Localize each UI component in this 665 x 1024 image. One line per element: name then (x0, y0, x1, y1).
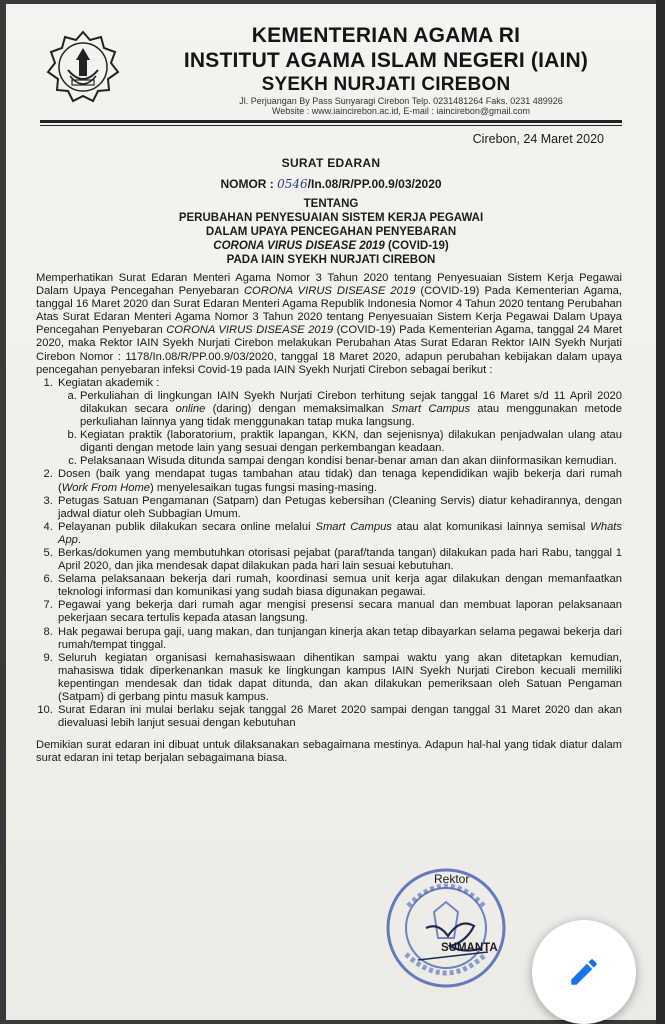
intro-italic: CORONA VIRUS DISEASE 2019 (243, 285, 416, 298)
list-item-text: Dosen (baik yang mendapat tugas tambahan atau tidak) dan tenaga kependidikan wajib bekerja dari rumah ( (58, 468, 622, 494)
list-item: b. Kegiatan praktik (laboratorium, praktik lapangan, KKN, dan sejenisnya) dilakukan penjadwalan ulang atau diganti dengan metode lain yang sesuai dengan perkembangan keadaan. (80, 429, 622, 455)
ministry-name: KEMENTERIAN AGAMA RI (251, 24, 521, 47)
subject-line-2: DALAM UPAYA PENCEGAHAN PENYEBARAN (205, 226, 457, 238)
list-item-italic: Smart Campus (315, 520, 392, 533)
list-item: 9. Seluruh kegiatan organisasi kemahasiswaan dihentikan sampai waktu yang akan ditetapkan kemudian, mahasiswa tidak diperkenankan masuk ke lingkungan kampus IAIN Syekh Nurjati Cirebon kecuali memiliki kepentingan mendesak dan tidak dapat ditunda, dan akan dilakukan pemeriksaan oleh Satuan Pengaman (Satpam) di gerbang pintu masuk kampus. (56, 652, 622, 704)
institute-name: INSTITUT AGAMA ISLAM NEGERI (IAIN) (183, 49, 589, 72)
list-item-text: ) menyelesaikan tugas fungsi masing-masing. (150, 481, 377, 494)
subject-line-3-italic: CORONA VIRUS DISEASE 2019 (213, 240, 385, 252)
intro-text: (COVID-19) Pada Kementerian Agama, tanggal 16 Maret 2020 dan Surat Edaran Menteri Agama Republik Indonesia Nomor 4 Tahun 2020 tentang Perubahan Atas Surat Edaran Menteri Agama Nomor 3 Tahun 2020 tentang Penyesuaian Sistem Kerja Pegawai Dalam Upaya Pencegahan Penyebaran (36, 285, 622, 337)
header-divider (40, 120, 622, 123)
academic-sublist (58, 390, 622, 469)
edit-fab-button[interactable] (532, 920, 636, 1024)
letter-number-code: /In.08/R/PP.00.9/03/2020 (307, 177, 442, 191)
about-heading: TENTANG (303, 198, 359, 210)
intro-paragraph (36, 272, 622, 377)
list-item-text: atau alat komunikasi lainnya semisal (391, 520, 591, 533)
subject-line-3-rest: (COVID-19) (384, 240, 449, 252)
list-item: 8. Hak pegawai berupa gaji, uang makan, dan tunjangan kinerja akan tetap dibayarkan selama pegawai bekerja dari rumah/tempat tinggal. (56, 626, 622, 652)
screen-edge (656, 0, 665, 1024)
intro-text: (COVID-19) Pada Kementerian Agama, tanggal 24 Maret 2020, maka Rektor IAIN Syekh Nurjati Cirebon melakukan Perubahan Atas Surat Edaran Rektor IAIN Syekh Nurjati Cirebon Nomor : 1178/In.08/R/PP.00.9/03/2020, tanggal 18 Maret 2020, adapun perubahan kebijakan dalam upaya pencegahan penyebaran infeksi Covid-19 pada IAIN Syekh Nurjati Cirebon sebagai berikut : (36, 324, 622, 376)
list-item: 10. Surat Edaran ini mulai berlaku sejak tanggal 26 Maret 2020 sampai dengan tanggal 31 Maret 2020 dan akan dievaluasi lebih lanjut sesuai dengan kebutuhan (56, 704, 622, 730)
signer-role: Rektor (434, 872, 470, 886)
list-item-italic: Smart Campus (391, 402, 471, 415)
pencil-icon (567, 955, 601, 989)
list-item: 3. Petugas Satuan Pengamanan (Satpam) dan Petugas kebersihan (Cleaning Servis) diatur kehadirannya, dengan jadwal diatur oleh Subbagian Umum. (56, 495, 622, 521)
subject-line-1: PERUBAHAN PENYESUAIAN SISTEM KERJA PEGAWAI (178, 212, 484, 224)
list-item-text: Perkuliahan di lingkungan IAIN Syekh Nurjati Cirebon terhitung sejak tanggal 16 Maret s/d 11 April 2020 dilakukan secara (80, 389, 622, 415)
list-item: c. Pelaksanaan Wisuda ditunda sampai dengan kondisi benar-benar aman dan akan diinformasikan kemudian. (80, 455, 622, 468)
list-item-italic: Whats App (58, 520, 623, 546)
letter-body (36, 272, 622, 765)
list-item-text: (daring) dengan memaksimalkan (205, 402, 392, 415)
subject-line-4: PADA IAIN SYEKH NURJATI CIREBON (226, 254, 436, 266)
list-item (56, 521, 622, 547)
letter-number (6, 177, 656, 191)
letter-number-handwritten: 0546 (277, 177, 308, 191)
list-item-text: atau menggunakan metode perkuliahan lainnya yang tidak menggunakan tatap muka langsung. (80, 402, 622, 429)
signer-name: SUMANTA (441, 942, 498, 954)
list-item (56, 468, 622, 494)
letterhead (6, 4, 656, 122)
list-item (80, 390, 622, 429)
letter-number-label: NOMOR : (220, 177, 278, 191)
list-item-italic: Work From Home (61, 481, 150, 494)
list-item-italic: online (175, 402, 206, 415)
intro-italic: CORONA VIRUS DISEASE 2019 (166, 324, 334, 337)
letter-page (6, 4, 656, 1020)
institution-logo-icon (46, 30, 120, 104)
intro-text: Memperhatikan Surat Edaran Menteri Agama Nomor 3 Tahun 2020 tentang Penyesuaian Sistem Kerja Pegawai Dalam Upaya Pencegahan Penyebaran (36, 272, 622, 298)
policy-list (36, 377, 622, 731)
list-item-text: Pelayanan publik dilakukan secara online melalui (58, 520, 316, 533)
website-line: Website : www.iaincirebon.ac.id, E-mail : iaincirebon@gmail.com (271, 106, 531, 116)
list-item: 6. Selama pelaksanaan bekerja dari rumah, koordinasi semua unit kerja agar dilakukan dengan memanfaatkan teknologi informasi dan komunikasi yang sudah biasa digunakan pegawai. (56, 573, 622, 599)
institute-location-name: SYEKH NURJATI CIREBON (261, 74, 511, 95)
letter-subject (6, 211, 656, 267)
letter-date: Cirebon, 24 Maret 2020 (472, 132, 604, 146)
header-divider-thin (40, 125, 622, 126)
list-item (56, 377, 622, 469)
list-item: 5. Berkas/dokumen yang membutuhkan otorisasi pejabat (paraf/tanda tangan) dilakukan pada hari Rabu, tanggal 1 April 2020, dan jika mendesak dapat dilakukan pada hari lain sesuai kebutuhan. (56, 547, 622, 573)
address-line: Jl. Perjuangan By Pass Sunyaragi Cirebon Telp. 0231481264 Faks. 0231 489926 (239, 96, 563, 106)
letter-title: SURAT EDARAN (281, 156, 381, 170)
list-item: 7. Pegawai yang bekerja dari rumah agar mengisi presensi secara manual dan membuat laporan pelaksanaan pekerjaan secara tertulis kepada atasan langsung. (56, 599, 622, 625)
list-item-text: Kegiatan akademik : (58, 376, 160, 389)
closing-paragraph: Demikian surat edaran ini dibuat untuk dilaksanakan sebagaimana mestinya. Adapun hal-hal yang tidak diatur dalam surat edaran ini tetap berjalan sebagaimana biasa. (36, 739, 622, 765)
subject-line-3 (6, 239, 656, 253)
list-item-text: . (77, 533, 82, 546)
